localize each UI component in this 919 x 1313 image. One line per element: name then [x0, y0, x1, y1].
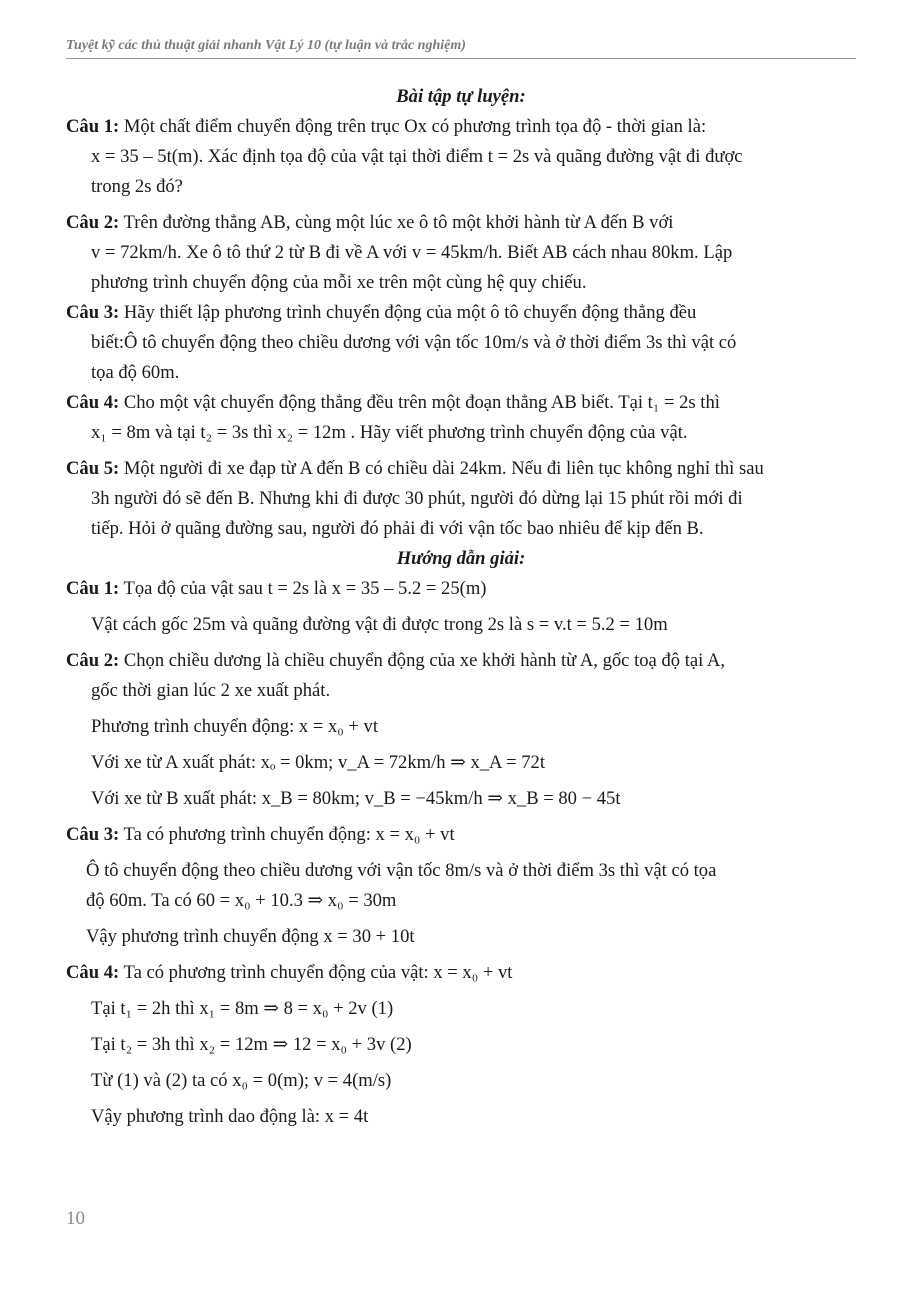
solution-1 [66, 574, 856, 604]
solution-2-line-5: Với xe từ B xuất phát: x_B = 80km; v_B = −45km/h ⇒ x_B = 80 − 45t [91, 788, 621, 809]
exercise-4 [66, 388, 856, 448]
exercise-4-line-2: x₁ = 8m và tại t₂ = 3s thì x₂ = 12m . Hãy viết phương trình chuyển động của vật. [91, 422, 688, 443]
solutions-title: Hướng dẫn giải: [396, 548, 526, 569]
exercises-title: Bài tập tự luyện: [396, 86, 526, 107]
solution-2-line-3: Phương trình chuyển động: x = x₀ + vt [91, 716, 379, 737]
exercise-3 [66, 298, 856, 388]
solution-4-line-5: Vậy phương trình dao động là: x = 4t [91, 1106, 369, 1127]
exercise-2-line-3: phương trình chuyển động của mỗi xe trên một cùng hệ quy chiếu. [91, 272, 587, 293]
exercise-5-label: Câu 5: [66, 458, 120, 479]
solution-3-body [66, 856, 856, 916]
exercise-5-line-3: tiếp. Hỏi ở quãng đường sau, người đó phải đi với vận tốc bao nhiêu để kịp đến B. [91, 518, 704, 539]
solution-2-line-1: Chọn chiều dương là chiều chuyển động của xe khởi hành từ A, gốc toạ độ tại A, [123, 650, 725, 671]
solution-3 [66, 820, 856, 850]
solution-2-line-4: Với xe từ A xuất phát: xₒ = 0km; v_A = 72km/h ⇒ x_A = 72t [91, 752, 545, 773]
exercise-3-label: Câu 3: [66, 302, 120, 323]
exercise-4-label: Câu 4: [66, 392, 120, 413]
solution-1-line-2: Vật cách gốc 25m và quãng đường vật đi được trong 2s là s = v.t = 5.2 = 10m [91, 614, 668, 635]
solution-4-label: Câu 4: [66, 962, 120, 983]
exercise-2-line-1: Trên đường thẳng AB, cùng một lúc xe ô tô một khởi hành từ A đến B với [123, 212, 674, 233]
page-content [66, 82, 856, 1132]
exercise-5-line-1: Một người đi xe đạp từ A đến B có chiều dài 24km. Nếu đi liên tục không nghỉ thì sau [123, 458, 764, 479]
running-header: Tuyệt kỹ các thủ thuật giải nhanh Vật Lý 10 (tự luận và trắc nghiệm) [66, 38, 856, 59]
solution-4-line-4: Từ (1) và (2) ta có x₀ = 0(m); v = 4(m/s) [91, 1070, 392, 1091]
exercise-1-label: Câu 1: [66, 116, 120, 137]
solution-4-line-2: Tại t₁ = 2h thì x₁ = 8m ⇒ 8 = x₀ + 2v (1) [91, 998, 394, 1019]
solution-2-line-2: gốc thời gian lúc 2 xe xuất phát. [91, 680, 331, 701]
exercise-4-line-1: Cho một vật chuyển động thẳng đều trên một đoạn thẳng AB biết. Tại t₁ = 2s thì [123, 392, 720, 413]
exercise-1-line-2: x = 35 – 5t(m). Xác định tọa độ của vật tại thời điểm t = 2s và quãng đường vật đi được [91, 146, 743, 167]
page-number: 10 [66, 1208, 85, 1229]
solution-3-line-2: Ô tô chuyển động theo chiều dương với vận tốc 8m/s và ở thời điểm 3s thì vật có tọa [86, 860, 717, 881]
solution-3-label: Câu 3: [66, 824, 120, 845]
exercise-2 [66, 208, 856, 298]
solution-1-line-1: Tọa độ của vật sau t = 2s là x = 35 – 5.2 = 25(m) [123, 578, 487, 599]
solution-3-line-1: Ta có phương trình chuyển động: x = x₀ + vt [123, 824, 455, 845]
exercise-3-line-1: Hãy thiết lập phương trình chuyển động của một ô tô chuyển động thẳng đều [123, 302, 697, 323]
exercise-5 [66, 454, 856, 544]
exercise-1-line-3: trong 2s đó? [91, 176, 183, 197]
solution-3-line-4: Vậy phương trình chuyển động x = 30 + 10t [86, 926, 415, 947]
exercise-2-line-2: v = 72km/h. Xe ô tô thứ 2 từ B đi về A với v = 45km/h. Biết AB cách nhau 80km. Lập [91, 242, 733, 263]
solution-4-line-3: Tại t₂ = 3h thì x₂ = 12m ⇒ 12 = x₀ + 3v (2) [91, 1034, 412, 1055]
solution-1-label: Câu 1: [66, 578, 120, 599]
exercise-2-label: Câu 2: [66, 212, 120, 233]
solution-2-label: Câu 2: [66, 650, 120, 671]
solution-4 [66, 958, 856, 988]
solution-2 [66, 646, 856, 706]
solution-4-line-1: Ta có phương trình chuyển động của vật: x = x₀ + vt [123, 962, 513, 983]
exercise-3-line-3: tọa độ 60m. [91, 362, 180, 383]
exercise-5-line-2: 3h người đó sẽ đến B. Nhưng khi đi được 30 phút, người đó dừng lại 15 phút rồi mới đi [91, 488, 743, 509]
exercise-1 [66, 112, 856, 202]
exercise-1-line-1: Một chất điểm chuyển động trên trục Ox có phương trình tọa độ - thời gian là: [123, 116, 707, 137]
solution-3-line-3: độ 60m. Ta có 60 = x₀ + 10.3 ⇒ x₀ = 30m [86, 890, 397, 911]
exercise-3-line-2: biết:Ô tô chuyển động theo chiều dương với vận tốc 10m/s và ở thời điểm 3s thì vật có [91, 332, 737, 353]
